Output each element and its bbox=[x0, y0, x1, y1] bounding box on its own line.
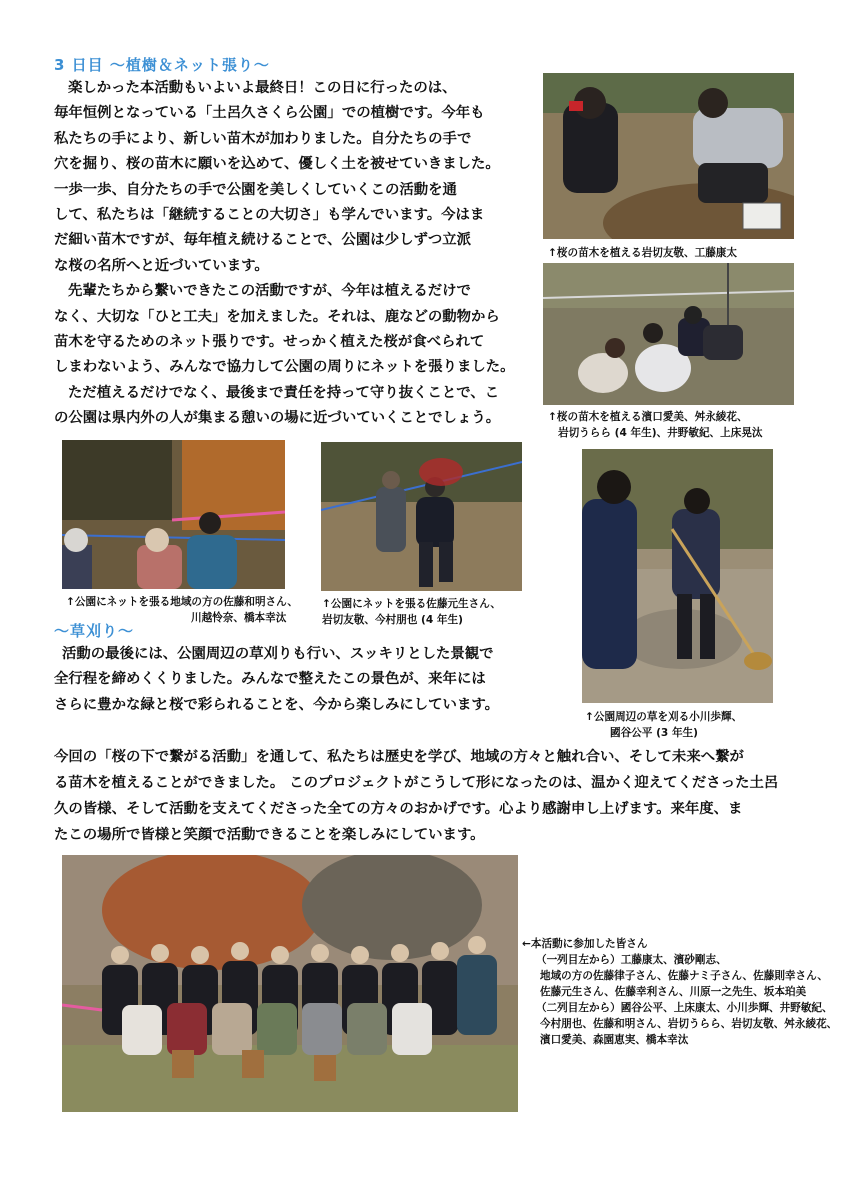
paragraph-line: 一歩一歩、自分たちの手で公園を美しくしていくこの活動を通 bbox=[54, 181, 457, 198]
closing-paragraph bbox=[54, 744, 814, 848]
paragraph-line: 先輩たちから繋いできたこの活動ですが、今年は植えるだけで bbox=[68, 283, 471, 300]
grass-cutting-paragraph bbox=[54, 642, 574, 718]
caption-photo-4-line1: ↑公園にネットを張る佐藤元生さん、 bbox=[322, 598, 502, 610]
paragraph-line: なく、大切な「ひと工夫」を加えました。それは、鹿などの動物から bbox=[54, 308, 500, 325]
paragraph-line: 毎年恒例となっている「土呂久さくら公園」での植樹です。今年も bbox=[54, 105, 485, 122]
photo-planting-1 bbox=[543, 73, 794, 239]
photo-grass-cutting bbox=[582, 449, 773, 703]
paragraph-line: たこの場所で皆様と笑顔で活動できることを楽しみにしています。 bbox=[54, 827, 485, 843]
paragraph-line: ただ植えるだけでなく、最後まで責任を持って守り抜くことで、こ bbox=[68, 384, 500, 401]
paragraph-line: の公園は県内外の人が集まる憩いの場に近づいていくことでしょう。 bbox=[54, 410, 501, 427]
paragraph-line: 楽しかった本活動もいよいよ最終日！この日に行ったのは、 bbox=[68, 80, 457, 96]
group-caption-line: （二列目左から）國谷公平、上床康太、小川歩輝、井野敏紀、 bbox=[536, 1002, 833, 1014]
photo-netting-2 bbox=[321, 442, 522, 591]
paragraph-line: 穴を掘り、桜の苗木に願いを込めて、優しく土を被せていきました。 bbox=[54, 156, 500, 173]
paragraph-line: 全行程を締めくくりました。みんなで整えたこの景色が、来年には bbox=[54, 671, 486, 688]
caption-photo-2-line1: ↑桜の苗木を植える濱口愛美、舛永綾花、 bbox=[548, 411, 748, 423]
group-caption bbox=[522, 936, 837, 1048]
group-caption-line: 今村朋也、佐藤和明さん、岩切うらら、岩切友敬、舛永綾花、 bbox=[540, 1018, 838, 1030]
paragraph-line: して、私たちは「継続することの大切さ」も学んでいます。今はま bbox=[54, 207, 485, 224]
group-caption-title: ←本活動に参加した皆さん bbox=[522, 938, 648, 950]
caption-photo-4-line2: 岩切友敬、今村朋也 (4 年生) bbox=[322, 614, 463, 626]
paragraph-line: 私たちの手により、新しい苗木が加わりました。自分たちの手で bbox=[54, 130, 472, 147]
group-caption-line: 濱口愛美、森園恵実、橋本幸汰 bbox=[540, 1034, 689, 1046]
caption-photo-5-line1: ↑公園周辺の草を刈る小川歩輝、 bbox=[585, 711, 743, 723]
group-caption-line: 地域の方の佐藤律子さん、佐藤ナミ子さん、佐藤則幸さん、 bbox=[540, 970, 828, 982]
paragraph-line: さらに豊かな緑と桜で彩られることを、今から楽しみにしています。 bbox=[54, 696, 499, 713]
group-caption-line: 佐藤元生さん、佐藤幸利さん、川原一之先生、坂本珀美 bbox=[540, 986, 807, 998]
photo-netting-1 bbox=[62, 440, 285, 589]
section-heading-planting: 3 日目 〜植樹＆ネット張り〜 bbox=[54, 56, 270, 74]
photo-planting-2 bbox=[543, 263, 794, 405]
paragraph-line: 苗木を守るためのネット張りです。せっかく植えた桜が食べられて bbox=[54, 334, 485, 351]
paragraph-line: しまわないよう、みんなで協力して公園の周りにネットを張りました。 bbox=[54, 359, 515, 376]
caption-photo-3-line2: 川越怜奈、橋本幸汰 bbox=[191, 612, 287, 624]
section-heading-grass-cutting: 〜草刈り〜 bbox=[54, 622, 135, 640]
group-caption-line: （一列目左から）工藤康太、濱砂剛志、 bbox=[536, 954, 727, 966]
planting-paragraph bbox=[54, 76, 534, 432]
photo-group bbox=[62, 855, 518, 1112]
paragraph-line: 久の皆様、そして活動を支えてくださった全ての方々のおかげです。心より感謝申し上げます。来年度、ま bbox=[54, 801, 743, 817]
paragraph-line: る苗木を植えることができました。 このプロジェクトがこうして形になったのは、温かく迎えてくださった土呂 bbox=[54, 775, 779, 791]
paragraph-line: 今回の「桜の下で繋がる活動」を通して、私たちは歴史を学び、地域の方々と触れ合い、そして未来へ繋が bbox=[54, 749, 744, 765]
paragraph-line: 活動の最後には、公園周辺の草刈りも行い、スッキリとした景観で bbox=[62, 646, 494, 662]
caption-photo-3-line1: ↑公園にネットを張る地域の方の佐藤和明さん、 bbox=[66, 596, 298, 608]
caption-photo-1: ↑桜の苗木を植える岩切友敬、工藤康太 bbox=[548, 247, 737, 259]
caption-photo-2-line2: 岩切うらら (4 年生)、井野敏紀、上床晃汰 bbox=[558, 427, 763, 439]
paragraph-line: な桜の名所へと近づいています。 bbox=[54, 257, 269, 274]
paragraph-line: だ細い苗木ですが、毎年植え続けることで、公園は少しずつ立派 bbox=[54, 232, 472, 249]
caption-photo-5-line2: 國谷公平 (3 年生) bbox=[610, 727, 698, 739]
